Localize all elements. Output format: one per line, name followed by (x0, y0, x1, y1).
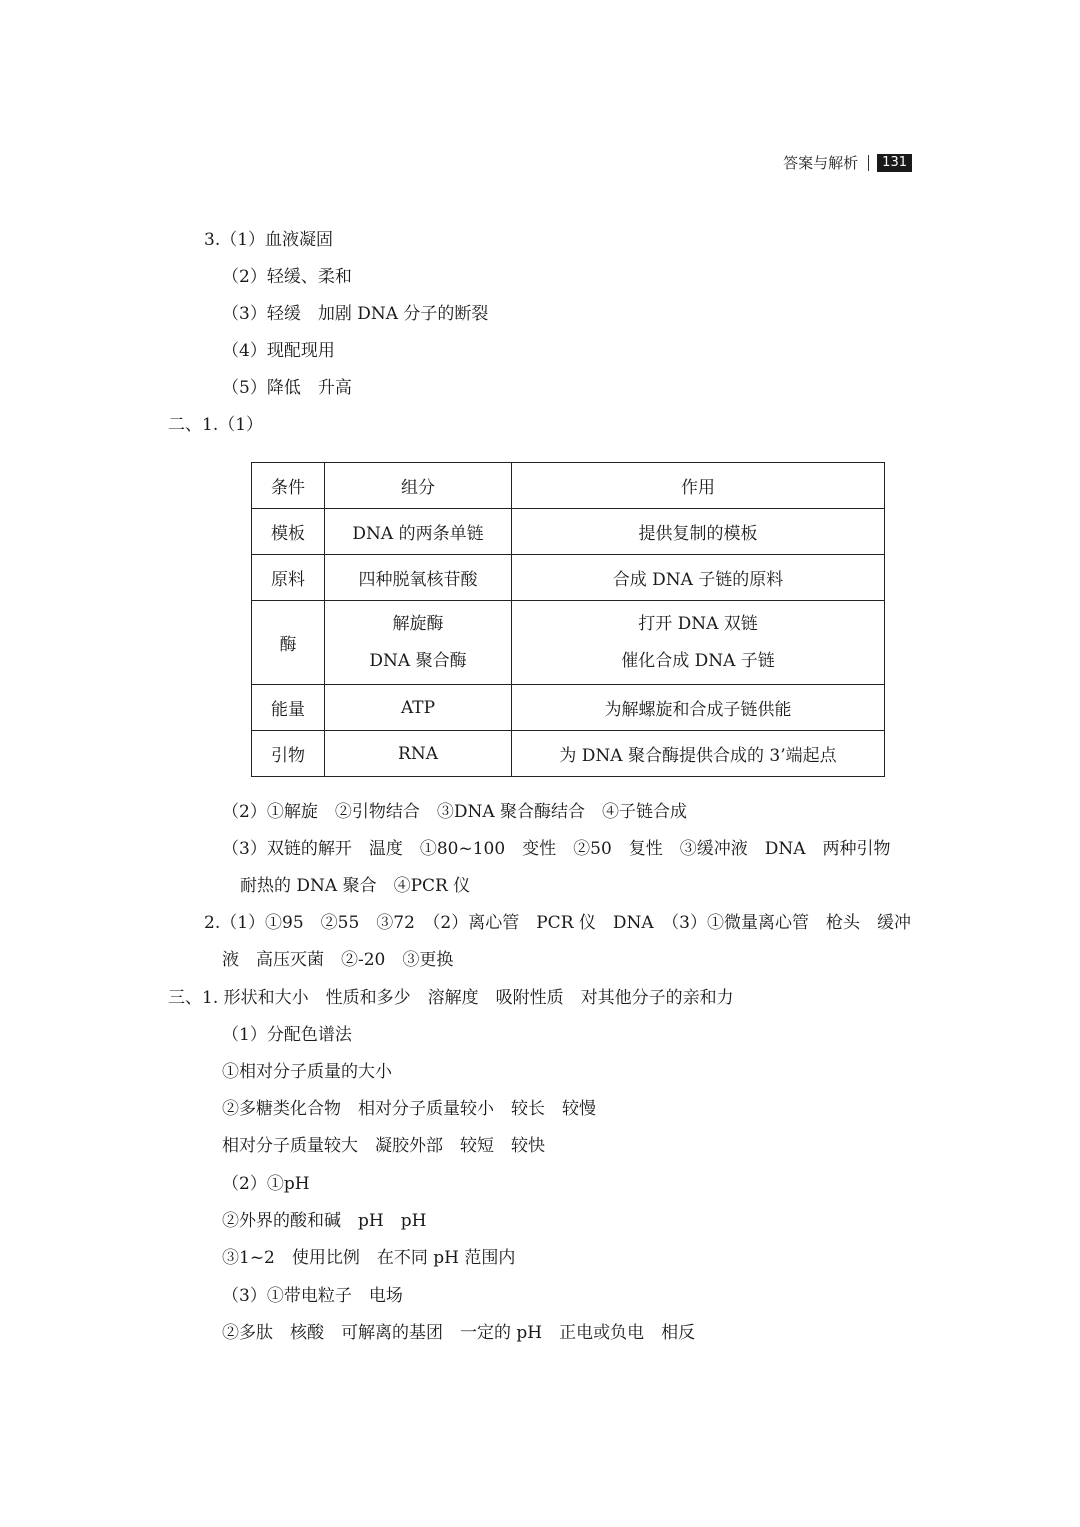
table-cell-component: 四种脱氧核苷酸 (325, 555, 512, 601)
table-cell-condition: 模板 (252, 509, 325, 555)
table-cell-condition: 酶 (252, 601, 325, 685)
answer-3-5: （5）降低 升高 (222, 378, 352, 398)
table-row (252, 601, 885, 685)
table-cell-role: 提供复制的模板 (512, 509, 885, 555)
header-title: 答案与解析 (783, 154, 859, 172)
table-row (252, 555, 885, 601)
table-cell-role: 为 DNA 聚合酶提供合成的 3’端起点 (512, 731, 885, 777)
answer-3-4: （4）现配现用 (222, 341, 335, 361)
answer-2-1-2: （2）①解旋 ②引物结合 ③DNA 聚合酶结合 ④子链合成 (222, 802, 688, 822)
table-row (252, 685, 885, 731)
answer-3b-line: ①相对分子质量的大小 (222, 1062, 392, 1082)
table-cell-condition: 原料 (252, 555, 325, 601)
page-header (783, 152, 912, 173)
answer-2-1-3: （3）双链的解开 温度 ①80~100 变性 ②50 复性 ③缓冲液 DNA 两种引物 (222, 839, 891, 859)
table-cell-role: 合成 DNA 子链的原料 (512, 555, 885, 601)
table-cell-role (512, 601, 885, 685)
answer-3-3: （3）轻缓 加剧 DNA 分子的断裂 (222, 304, 489, 324)
answer-3b-line: （1）分配色谱法 (222, 1025, 352, 1045)
answer-3b-line: ②多肽 核酸 可解离的基团 一定的 pH 正电或负电 相反 (222, 1323, 696, 1343)
table-cell-condition: 引物 (252, 731, 325, 777)
answer-3-1: 3.（1）血液凝固 (204, 230, 334, 250)
table-header-cell: 条件 (252, 463, 325, 509)
answer-2-2-cont: 液 高压灭菌 ②-20 ③更换 (222, 950, 454, 970)
answer-3b-line: 相对分子质量较大 凝胶外部 较短 较快 (222, 1136, 545, 1156)
answer-2-1-3-cont: 耐热的 DNA 聚合 ④PCR 仪 (240, 876, 471, 896)
answer-3b-line: （3）①带电粒子 电场 (222, 1286, 403, 1306)
pcr-conditions-table (251, 462, 885, 777)
table-cell-component: DNA 的两条单链 (325, 509, 512, 555)
answer-3-2: （2）轻缓、柔和 (222, 267, 352, 287)
page-number: 131 (877, 154, 912, 172)
answer-3b-line: ②外界的酸和碱 pH pH (222, 1211, 427, 1231)
component-line: DNA 聚合酶 (369, 650, 467, 671)
component-line: 解旋酶 (392, 613, 444, 634)
answer-3b-line: ②多糖类化合物 相对分子质量较小 较长 较慢 (222, 1099, 596, 1119)
table-cell-condition: 能量 (252, 685, 325, 731)
table-header-cell: 组分 (325, 463, 512, 509)
role-line: 催化合成 DNA 子链 (621, 650, 775, 671)
table-cell-role: 为解螺旋和合成子链供能 (512, 685, 885, 731)
table-row (252, 509, 885, 555)
table-cell-component: ATP (325, 685, 512, 731)
table-header-cell: 作用 (512, 463, 885, 509)
answer-2-2: 2.（1）①95 ②55 ③72 （2）离心管 PCR 仪 DNA （3）①微量离心管 枪头 缓冲 (204, 913, 911, 933)
table-cell-component (325, 601, 512, 685)
header-divider (868, 155, 869, 171)
section-2-heading: 二、1.（1） (168, 415, 264, 435)
answer-3b-line: ③1~2 使用比例 在不同 pH 范围内 (222, 1248, 516, 1268)
answer-3b-line: （2）①pH (222, 1174, 310, 1194)
section-3-heading: 三、1. 形状和大小 性质和多少 溶解度 吸附性质 对其他分子的亲和力 (168, 988, 734, 1008)
table-header-row (252, 463, 885, 509)
role-line: 打开 DNA 双链 (638, 613, 758, 634)
table-row (252, 731, 885, 777)
table-cell-component: RNA (325, 731, 512, 777)
